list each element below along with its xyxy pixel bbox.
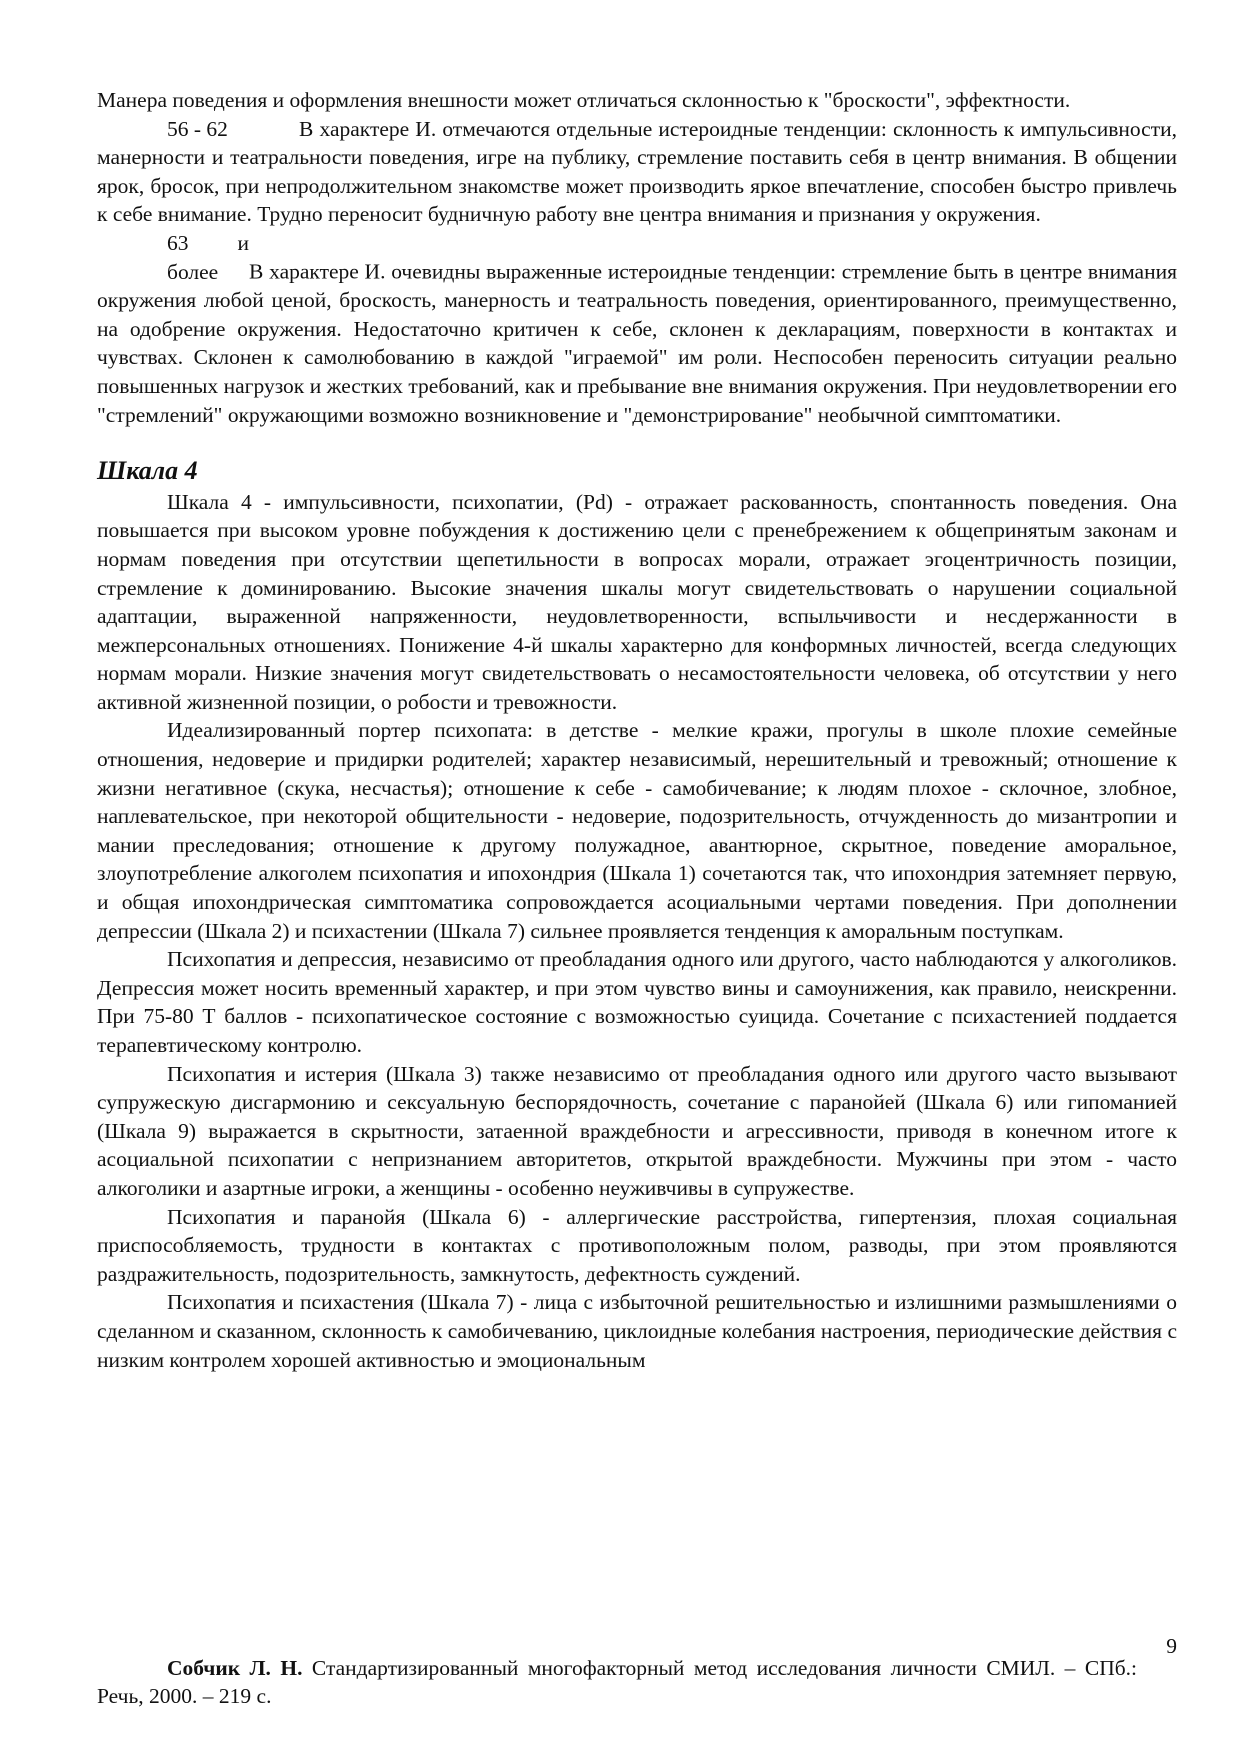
paragraph-psychasthenia: Психопатия и психастения (Шкала 7) - лица с избыточной решительностью и излишними размышлениями о сделанном и сказанном, склонность к самобичеванию, циклоидные колебания настроения, периодические действия с низким контролем хорошей активностью и эмоциональным xyxy=(97,1290,1177,1372)
paragraph-scale-description: Шкала 4 - импульсивности, психопатии, (Pd) - отражает раскованность, спонтанность поведения. Она повышается при высоком уровне побуждения к достижению цели с пренебрежением к общепринятым законам и нормам поведения при отсутствии щепетильности в вопросах морали, отражает эгоцентричность позиции, стремление к доминированию. Высокие значения шкалы могут свидетельствовать о нарушении социальной адаптации, выраженной напряженности, неудовлетворенности, вспыльчивости и несдержанности в межперсональных отношениях. Понижение 4-й шкалы характерно для конформных личностей, всегда следующих нормам морали. Низкие значения могут свидетельствовать о несамостоятельности человека, об отсутствии у него активной жизненной позиции, о робости и тревожности. xyxy=(97,489,1177,714)
footer-citation-text: Стандартизированный многофакторный метод исследования личности СМИЛ. – СПб.: Речь, 2000. – 219 с. xyxy=(97,1655,1138,1709)
paragraph-intro: Манера поведения и оформления внешности может отличаться склонностью к "броскости", эффектности. xyxy=(97,88,1071,112)
paragraph-portrait: Идеализированный портер психопата: в детстве - мелкие кражи, прогулы в школе плохие семейные отношения, недоверие и придирки родителей; характер независимый, нерешительный и тревожный; отношение к жизни негативное (скука, несчастья); отношение к себе - самобичевание; к людям плохое - склочное, злобное, наплевательское, при некоторой общительности - недоверие, подозрительность, отчужденность до мизантропии и мании преследования; отношение к другому полужадное, авантюрное, скрытное, поведение аморальное, злоупотребление алкоголем психопатия и ипохондрия (Шкала 1) сочетаются так, что ипохондрия затемняет первую, и общая ипохондрическая симптоматика сопровождается асоциальными чертами поведения. При дополнении депрессии (Шкала 2) и психастении (Шкала 7) сильнее проявляется тенденция к аморальным поступкам. xyxy=(97,718,1177,943)
document-body xyxy=(97,86,1177,1374)
page-number: 9 xyxy=(1166,1634,1177,1658)
section-heading: Шкала 4 xyxy=(97,456,198,486)
footer-author: Собчик Л. Н. xyxy=(167,1655,303,1680)
paragraph-hysteria: Психопатия и истерия (Шкала 3) также независимо от преобладания одного или другого часто вызывают супружескую дисгармонию и сексуальную беспорядочность, сочетание с паранойей (Шкала 6) или гипоманией (Шкала 9) выражается в скрытности, затаенной враждебности и агрессивности, приводя в конечном итоге к асоциальной психопатии с непризнанием авторитетов, открытой враждебности. Мужчины при этом - часто алкоголики и азартные игроки, а женщины - особенно неуживчивы в супружестве. xyxy=(97,1061,1177,1200)
footer-citation xyxy=(97,1654,1177,1711)
paragraph-range-63 xyxy=(97,229,1177,429)
paragraph-depression: Психопатия и депрессия, независимо от преобладания одного или другого, часто наблюдаются у алкоголиков. Депрессия может носить временный характер, и при этом чувство вины и самоунижения, как правило, неискренни. При 75-80 Т баллов - психопатическое состояние с возможностью суицида. Сочетание с психастенией поддается терапевтическому контролю. xyxy=(97,947,1177,1057)
paragraph-paranoia: Психопатия и паранойя (Шкала 6) - аллергические расстройства, гипертензия, плохая социальная приспособляемость, трудности в контактах с противоположным полом, разводы, при этом проявляются раздражительность, подозрительность, замкнутость, дефектность суждений. xyxy=(97,1204,1177,1286)
score-range-text: В характере И. очевидны выраженные истероидные тенденции: стремление быть в центре внимания окружения любой ценой, броскость, манерность и театральность поведения, ориентированного, преимущественно, на одобрение окружения. Недостаточно критичен к себе, склонен к декларациям, поверхности в контактах и чувствах. Склонен к самолюбованию в каждой "играемой" им роли. Неспособен переносить ситуации реально повышенных нагрузок и жестких требований, как и пребывание вне внимания окружения. При неудовлетворении его "стремлений" окружающими возможно возникновение и "демонстрирование" необычной симптоматики. xyxy=(97,259,1177,427)
score-range-label: 63 и более xyxy=(167,230,249,284)
paragraph-range-56-62 xyxy=(97,115,1177,229)
score-range-label: 56 - 62 xyxy=(167,116,228,141)
score-range-text: В характере И. отмечаются отдельные истероидные тенденции: склонность к импульсивности, манерности и театральности поведения, игре на публику, стремление поставить себя в центр внимания. В общении ярок, бросок, при непродолжительном знакомстве может производить яркое впечатление, способен быстро привлечь к себе внимание. Трудно переносит будничную работу вне центра внимания и признания у окружения. xyxy=(97,116,1177,227)
page-footer xyxy=(97,1632,1177,1732)
